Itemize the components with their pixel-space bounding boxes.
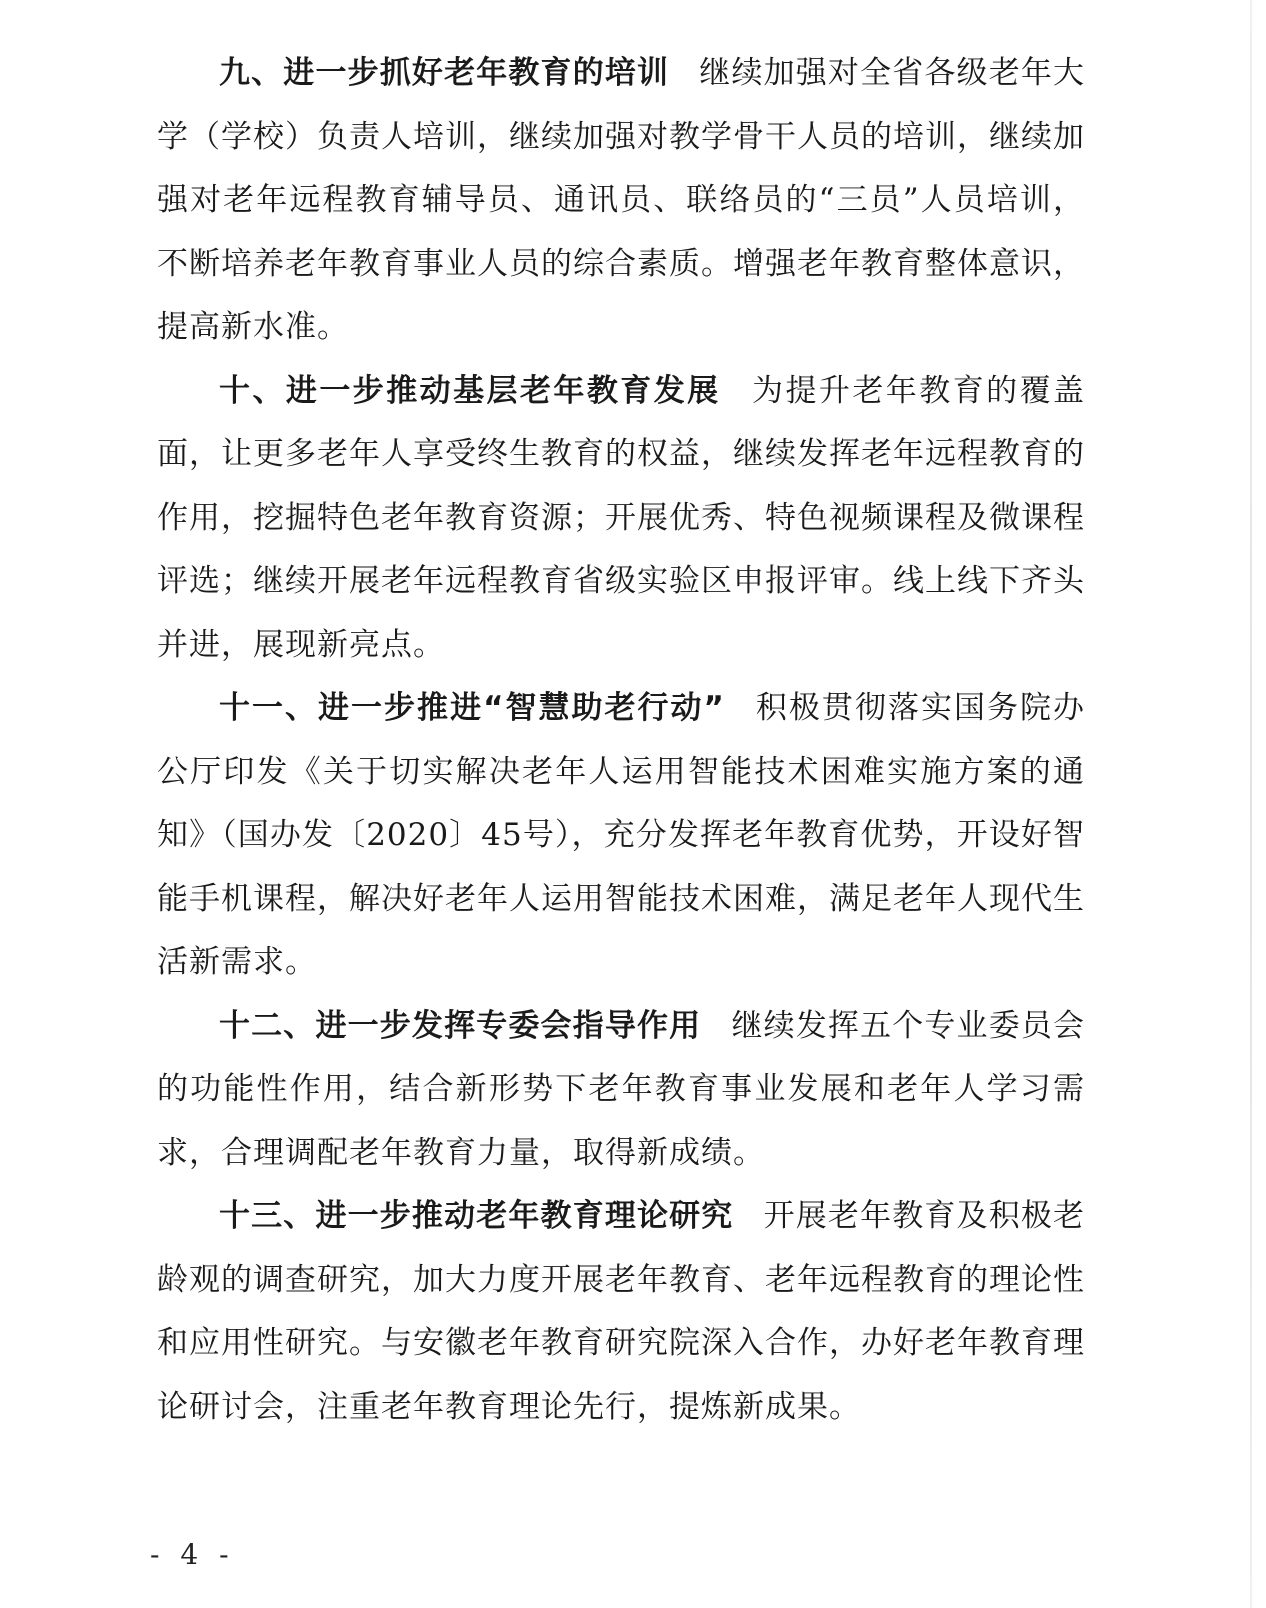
paragraph-12-body: 继续发挥五个专业委员会的功能性作用，结合新形势下老年教育事业发展和老年人学习需求，合理调配老年教育力量，取得新成绩。 xyxy=(157,1007,1086,1171)
document-body xyxy=(157,42,1085,1439)
page-number: - 4 - xyxy=(150,1538,235,1571)
paragraph-10-body: 为提升老年教育的覆盖面，让更多老年人享受终生教育的权益，继续发挥老年远程教育的作用，挖掘特色老年教育资源；开展优秀、特色视频课程及微课程评选；继续开展老年远程教育省级实验区申报评审。线上线下齐头并进，展现新亮点。 xyxy=(157,372,1086,663)
paragraph-11-heading: 十一、进一步推进“智慧助老行动” xyxy=(219,690,725,726)
paragraph-13-heading: 十三、进一步推动老年教育理论研究 xyxy=(219,1198,734,1234)
paragraph-11 xyxy=(157,677,1085,995)
paragraph-13 xyxy=(157,1185,1085,1439)
scan-edge-line xyxy=(1250,0,1252,1608)
paragraph-9-body: 继续加强对全省各级老年大学（学校）负责人培训，继续加强对教学骨干人员的培训，继续加强对老年远程教育辅导员、通讯员、联络员的“三员”人员培训，不断培养老年教育事业人员的综合素质。增强老年教育整体意识，提高新水准。 xyxy=(157,55,1086,345)
paragraph-12-heading: 十二、进一步发挥专委会指导作用 xyxy=(219,1007,702,1044)
paragraph-13-body: 开展老年教育及积极老龄观的调查研究，加大力度开展老年教育、老年远程教育的理论性和应用性研究。与安徽老年教育研究院深入合作，办好老年教育理论研讨会，注重老年教育理论先行，提炼新成果。 xyxy=(157,1198,1086,1425)
paragraph-12 xyxy=(157,995,1085,1186)
paragraph-10-heading: 十、进一步推动基层老年教育发展 xyxy=(219,372,721,409)
paragraph-10 xyxy=(157,360,1085,678)
paragraph-9-heading: 九、进一步抓好老年教育的培训 xyxy=(219,55,670,91)
paragraph-11-body: 积极贯彻落实国务院办公厅印发《关于切实解决老年人运用智能技术困难实施方案的通知》（国办发〔2020〕45号），充分发挥老年教育优势，开设好智能手机课程，解决好老年人运用智能技术困难，满足老年人现代生活新需求。 xyxy=(157,690,1086,980)
paragraph-9 xyxy=(157,42,1085,360)
